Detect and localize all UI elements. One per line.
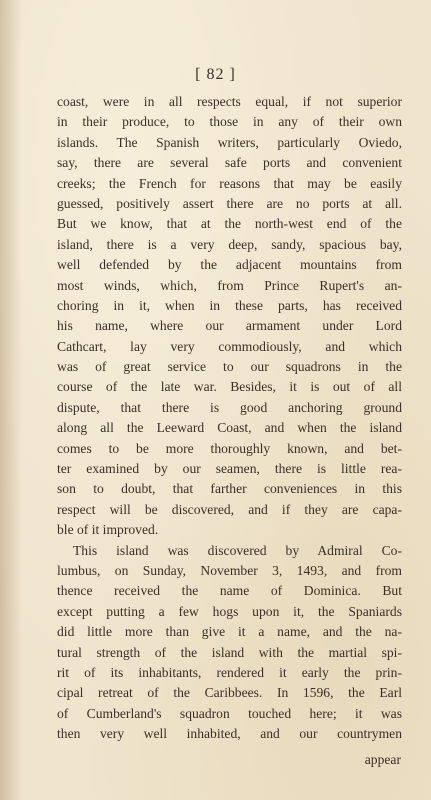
text-line: most winds, which, from Prince Rupert's an-: [57, 277, 402, 293]
text-line: lumbus, on Sunday, November 3, 1493, and from: [57, 562, 402, 578]
paragraph-end-line: ble of it improved.: [57, 522, 159, 538]
text-line: then very well inhabited, and our countrymen: [57, 726, 402, 742]
text-line: rit of its inhabitants, rendered it early the prin-: [57, 664, 402, 680]
text-line: ter examined by our seamen, there is little rea-: [57, 461, 402, 477]
text-line: was of great service to our squadrons in the: [57, 359, 402, 375]
text-line: of Cumberland's squadron touched here; it was: [57, 705, 402, 721]
text-line: tural strength of the island with the martial spi-: [57, 644, 402, 660]
text-line: except putting a few hogs upon it, the Spaniards: [57, 603, 402, 619]
text-line: thence received the name of Dominica. But: [57, 583, 402, 599]
page-number: [ 82 ]: [195, 66, 236, 83]
text-line: coast, were in all respects equal, if not superior: [57, 94, 402, 109]
text-line: creeks; the French for reasons that may be easily: [57, 175, 402, 191]
body-text: [57, 92, 402, 745]
text-line: cipal retreat of the Caribbees. In 1596, the Earl: [57, 685, 402, 701]
text-line: But we know, that at the north-west end of the: [57, 216, 402, 232]
text-line: islands. The Spanish writers, particularly Oviedo,: [57, 134, 402, 150]
catchword: appear: [364, 752, 401, 767]
text-line: his name, where our armament under Lord: [57, 318, 402, 334]
text-line: son to doubt, that farther conveniences in this: [57, 481, 402, 497]
text-line: course of the late war. Besides, it is out of all: [57, 379, 402, 395]
page-gutter-shadow: [0, 0, 22, 800]
text-line: comes to be more thoroughly known, and bet-: [57, 440, 402, 456]
text-line: did little more than give it a name, and the na-: [57, 624, 402, 640]
text-line: in their produce, to those in any of their own: [57, 114, 402, 130]
text-line: Cathcart, lay very commodiously, and which: [57, 338, 402, 354]
text-line: island, there is a very deep, sandy, spacious bay,: [57, 236, 402, 252]
text-line: guessed, positively assert there are no ports at all.: [57, 195, 402, 211]
text-line: dispute, that there is good anchoring ground: [57, 399, 402, 415]
paragraph-start-line: This island was discovered by Admiral Co-: [73, 542, 402, 558]
text-line: respect will be discovered, and if they are capa-: [57, 501, 402, 517]
text-line: choring in it, when in these parts, has received: [57, 297, 402, 313]
text-line: well defended by the adjacent mountains from: [57, 257, 402, 273]
text-line: along all the Leeward Coast, and when the island: [57, 420, 402, 436]
text-line: say, there are several safe ports and convenient: [57, 155, 402, 171]
